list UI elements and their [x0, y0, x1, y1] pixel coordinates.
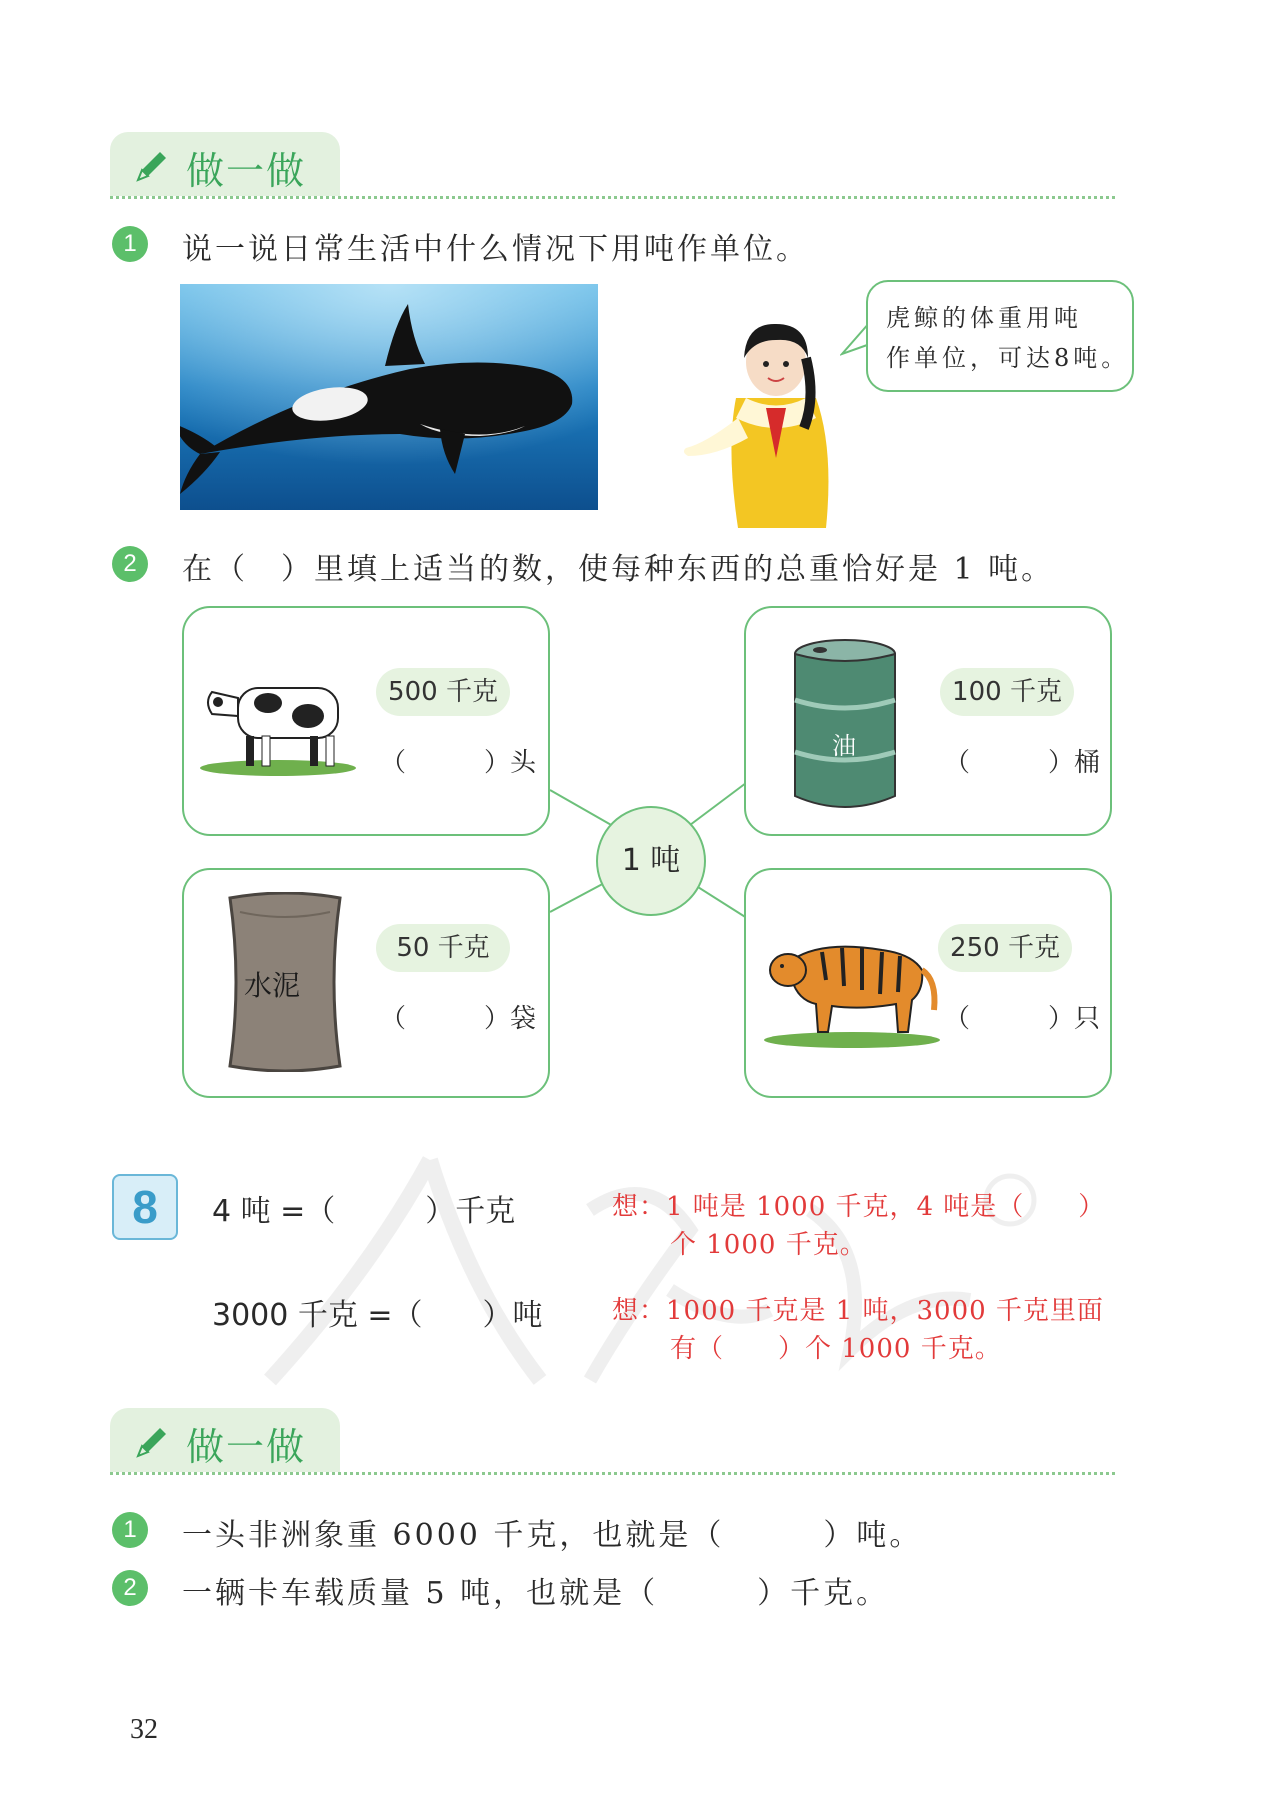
- question-text: 一头非洲象重 6000 千克，也就是（ ）吨。: [182, 1518, 923, 1553]
- section-title: 做一做: [186, 1425, 307, 1469]
- tiger-icon: [762, 920, 942, 1050]
- question-text: 在（ ）里填上适当的数，使每种东西的总重恰好是 1 吨。: [182, 552, 1055, 587]
- pencil-icon: [132, 1422, 172, 1462]
- question-text: 说一说日常生活中什么情况下用吨作单位。: [182, 232, 809, 267]
- answer-blank[interactable]: （ ）袋: [380, 1004, 537, 1034]
- example-number: 8: [112, 1174, 178, 1240]
- page-number: 32: [130, 1714, 158, 1745]
- question-number: 1: [112, 1512, 148, 1548]
- question-number: 2: [112, 546, 148, 582]
- barrel-label: 油: [832, 732, 856, 760]
- hint-1-line-1: 想：1 吨是 1000 千克，4 吨是（ ）: [612, 1192, 1106, 1222]
- answer-blank[interactable]: （ ）桶: [944, 748, 1101, 778]
- center-total: 1 吨: [596, 806, 706, 916]
- orca-illustration: [180, 284, 598, 510]
- orca-photo: [180, 284, 598, 510]
- example-expression-1: 4 吨 =（ ）千克: [212, 1194, 516, 1229]
- girl-character: [676, 318, 846, 530]
- hint-2-line-1: 想：1000 千克是 1 吨，3000 千克里面: [612, 1296, 1104, 1326]
- speech-bubble: [866, 280, 1134, 392]
- bubble-line-1: 虎鲸的体重用吨: [886, 304, 1082, 332]
- bubble-line-2: 作单位，可达8吨。: [886, 344, 1130, 372]
- item-box-cement: [182, 868, 550, 1098]
- question-text: 一辆卡车载质量 5 吨，也就是（ ）千克。: [182, 1576, 890, 1611]
- question-number: 1: [112, 226, 148, 262]
- section-divider: [110, 1472, 1115, 1475]
- answer-blank[interactable]: （ ）只: [944, 1004, 1101, 1034]
- section-header: [110, 132, 340, 196]
- weight-label: 100 千克: [940, 668, 1074, 716]
- cow-icon: [198, 658, 358, 778]
- question-number: 2: [112, 1570, 148, 1606]
- item-box-tiger: [744, 868, 1112, 1098]
- answer-blank[interactable]: （ ）头: [380, 748, 537, 778]
- section-title: 做一做: [186, 149, 307, 193]
- hint-1-line-2: 个 1000 千克。: [670, 1230, 867, 1260]
- item-box-oil-barrel: [744, 606, 1112, 836]
- hint-2-line-2: 有（ ）个 1000 千克。: [670, 1334, 1002, 1364]
- pencil-icon: [132, 146, 172, 186]
- weight-label: 500 千克: [376, 668, 510, 716]
- item-box-cow: [182, 606, 550, 836]
- cement-bag-label: 水泥: [244, 969, 301, 1002]
- example-expression-2: 3000 千克 =（ ）吨: [212, 1298, 543, 1333]
- section-header: [110, 1408, 340, 1472]
- section-divider: [110, 196, 1115, 199]
- weight-label: 250 千克: [938, 924, 1072, 972]
- weight-label: 50 千克: [376, 924, 510, 972]
